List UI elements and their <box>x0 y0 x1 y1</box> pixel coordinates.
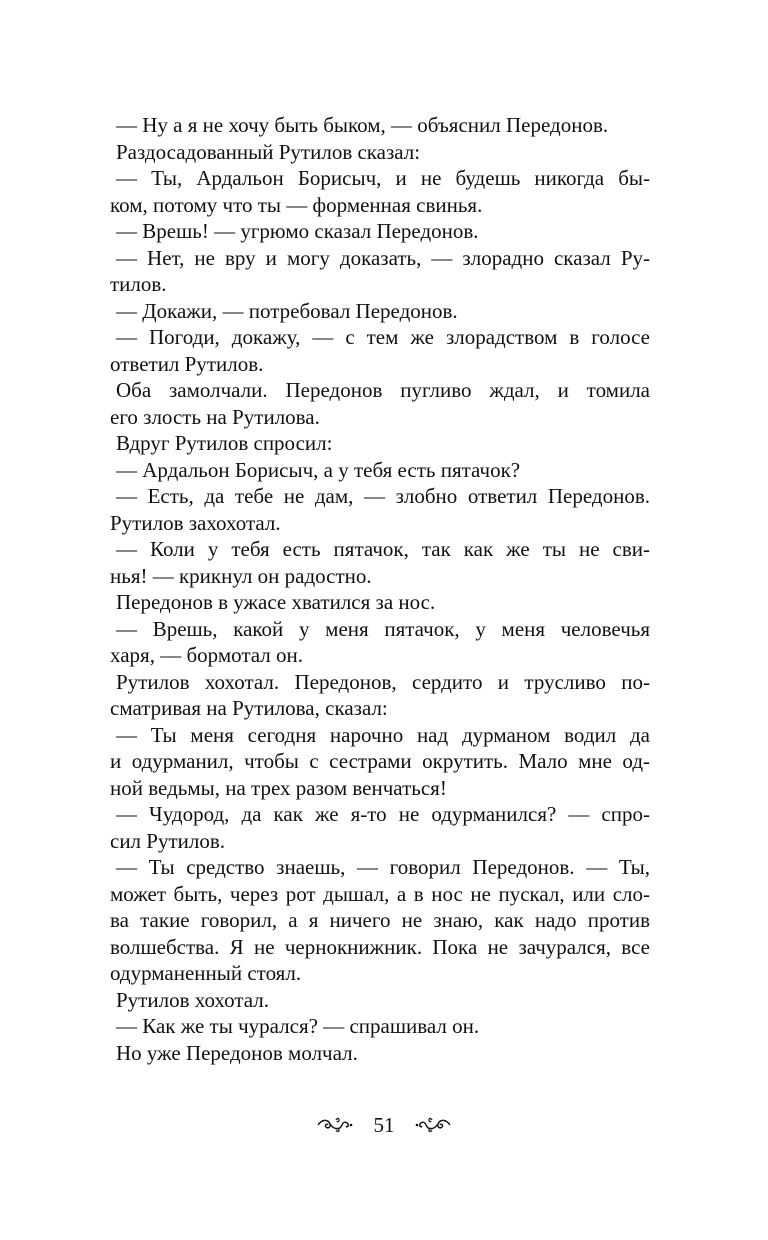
text-line: его злость на Рутилова. <box>110 404 320 429</box>
body-text <box>110 112 650 1066</box>
page-number: 51 <box>373 1113 395 1137</box>
text-line: сматривая на Рутилова, сказал: <box>110 696 388 720</box>
text-line: — Ты средство знаешь, — говорил Передонов. — Ты, <box>116 855 650 879</box>
text-line: — Ардальон Борисыч, а у тебя есть пятачок? <box>116 457 521 482</box>
text-line: Передонов в ужасе хватился за нос. <box>116 590 436 614</box>
text-line: волшебства. Я не чернокнижник. Пока не зачурался, все <box>110 934 650 959</box>
text-line: — Докажи, — потребовал Передонов. <box>116 298 458 323</box>
text-line: тилов. <box>110 272 167 296</box>
text-line: ответил Рутилов. <box>110 351 264 376</box>
text-line: ком, потому что ты — форменная свинья. <box>110 192 483 217</box>
text-line: Оба замолчали. Передонов пугливо ждал, и томила <box>116 378 650 402</box>
text-line: — Есть, да тебе не дам, — злобно ответил Передонов. <box>116 484 650 508</box>
text-line: — Врешь! — угрюмо сказал Передонов. <box>116 219 479 243</box>
text-line: ной ведьмы, на трех разом венчаться! <box>110 775 447 800</box>
text-line: ва такие говорил, а я ничего не знаю, как надо против <box>110 908 650 932</box>
text-line: Раздосадованный Рутилов сказал: <box>116 139 421 164</box>
text-line: — Ты, Ардальон Борисыч, и не будешь никогда бы- <box>116 166 650 190</box>
right-ornament-icon <box>414 1116 452 1134</box>
text-line: сил Рутилов. <box>110 828 226 853</box>
text-line: нья! — крикнул он радостно. <box>110 563 372 588</box>
text-line: — Коли у тебя есть пятачок, так как же ты не сви- <box>116 537 650 561</box>
text-line: одурманенный стоял. <box>110 961 302 985</box>
text-line: — Врешь, какой у меня пятачок, у меня человечья <box>116 616 650 641</box>
text-line: — Погоди, докажу, — с тем же злорадством в голосе <box>116 325 650 349</box>
text-line: Рутилов хохотал. Передонов, сердито и трусливо по- <box>116 669 650 694</box>
text-line: — Как же ты чурался? — спрашивал он. <box>116 1014 480 1038</box>
text-line: — Чудород, да как же я-то не одурманился? — спро- <box>116 802 650 826</box>
left-ornament-icon <box>316 1116 354 1134</box>
text-line: — Ну а я не хочу быть быком, — объяснил Передонов. <box>116 113 609 137</box>
text-line: — Нет, не вру и могу доказать, — злорадно сказал Ру- <box>116 245 650 270</box>
page-footer <box>0 1112 768 1138</box>
text-line: Но уже Передонов молчал. <box>116 1040 358 1065</box>
text-line: — Ты меня сегодня нарочно над дурманом водил да <box>116 722 650 747</box>
text-line: может быть, через рот дышал, а в нос не пускал, или сло- <box>110 881 650 906</box>
text-line: и одурманил, чтобы с сестрами окрутить. Мало мне од- <box>110 749 650 773</box>
text-line: Вдруг Рутилов спросил: <box>116 431 333 455</box>
text-line: Рутилов хохотал. <box>116 987 270 1012</box>
text-line: харя, — бормотал он. <box>110 643 303 667</box>
text-line: Рутилов захохотал. <box>110 510 281 535</box>
